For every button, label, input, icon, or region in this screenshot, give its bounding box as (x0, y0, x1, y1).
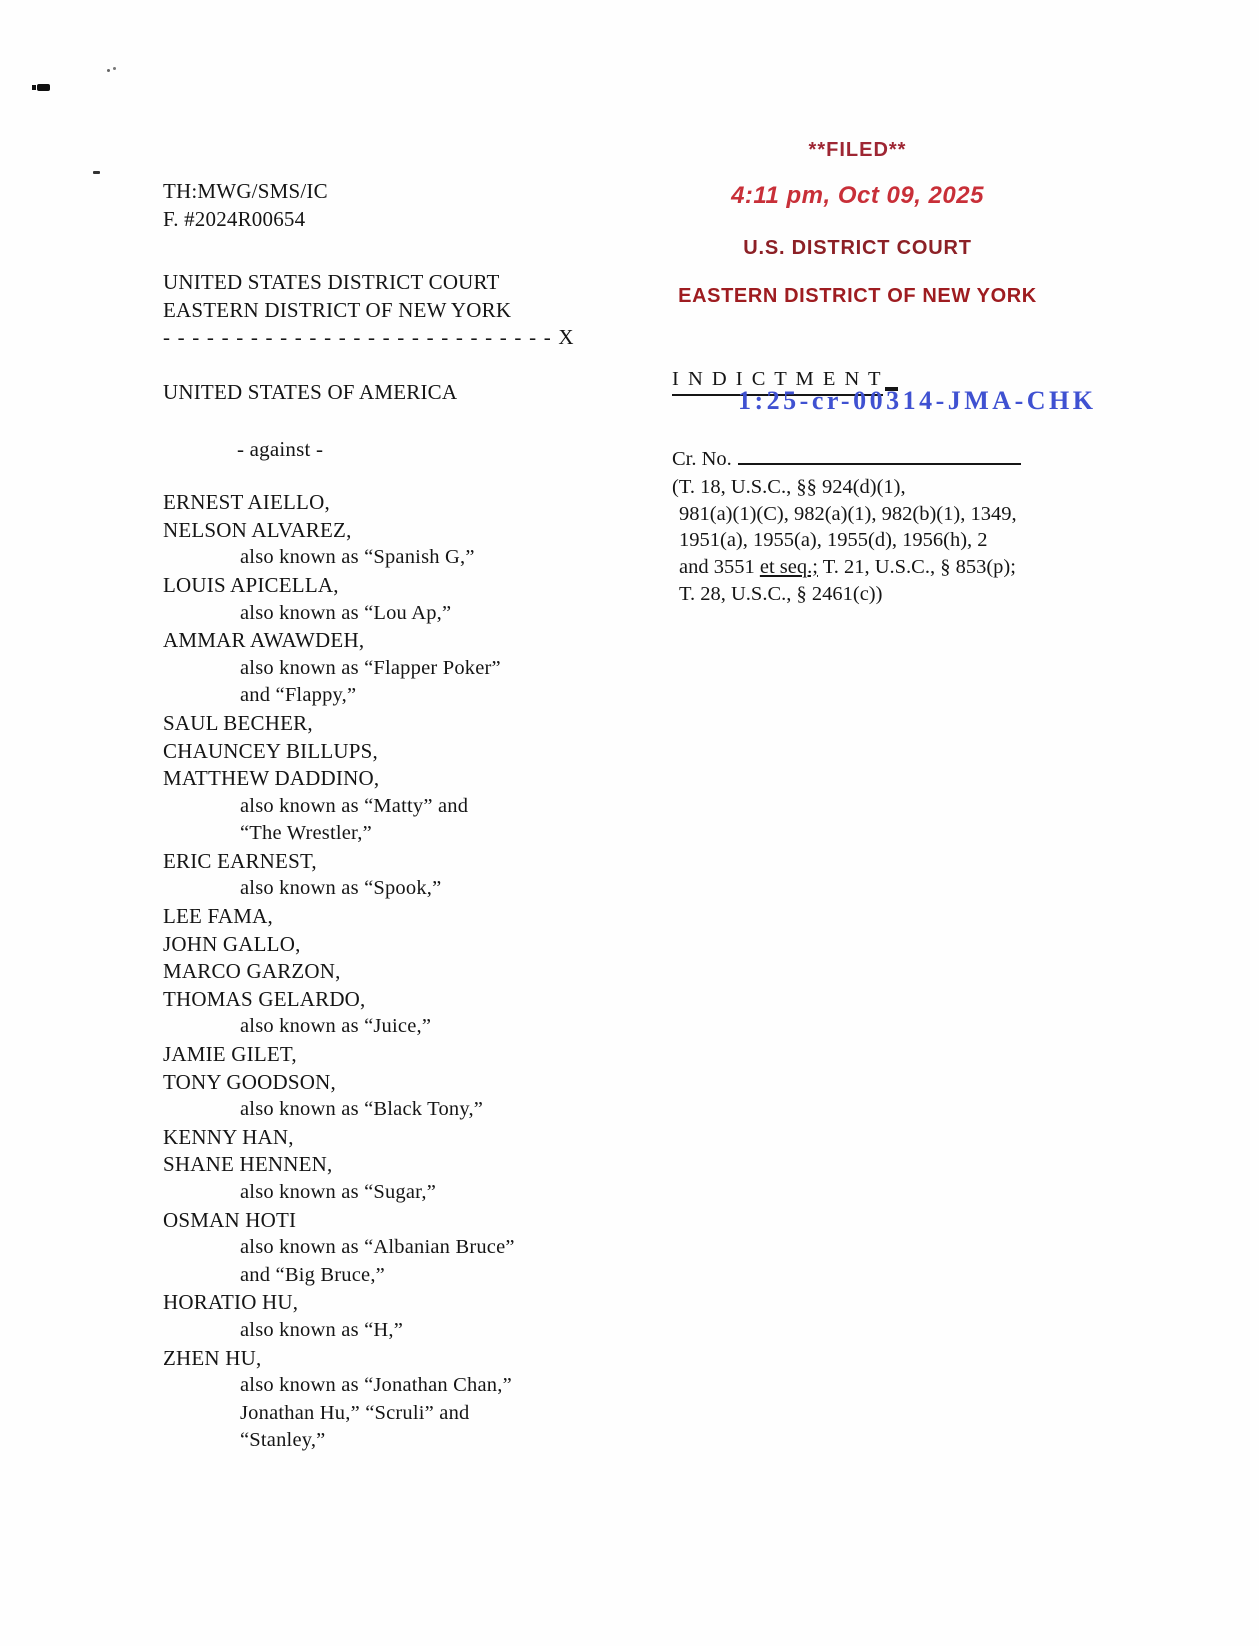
defendant-alias: also known as “Black Tony,” (240, 1098, 484, 1121)
filed-stamp (645, 139, 1070, 308)
caption-separator: - - - - - - - - - - - - - - - - - - - - - - - - - - - X (163, 325, 575, 350)
statute-line: 981(a)(1)(C), 982(a)(1), 982(b)(1), 1349, (679, 502, 1017, 525)
filed-stamp-district: EASTERN DISTRICT OF NEW YORK (678, 285, 1037, 307)
cr-no-label: Cr. No. (672, 447, 732, 470)
scan-artifact (37, 84, 50, 91)
defendant-name: THOMAS GELARDO, (163, 986, 366, 1011)
defendant-alias: “The Wrestler,” (240, 822, 372, 845)
filed-stamp-header: **FILED** (808, 139, 907, 161)
defendant-name: OSMAN HOTI (163, 1207, 297, 1232)
defendant-name: NELSON ALVAREZ, (163, 517, 352, 542)
defendant-alias: “Stanley,” (240, 1429, 326, 1452)
defendant-alias: also known as “Flapper Poker” (240, 656, 501, 679)
caption-column (163, 178, 633, 1455)
file-number-line: F. #2024R00654 (163, 206, 306, 231)
statute-line: T. 28, U.S.C., § 2461(c)) (679, 582, 883, 605)
defendant-alias: and “Big Bruce,” (240, 1263, 385, 1286)
defendant-name: ERNEST AIELLO, (163, 490, 330, 515)
defendant-name: MARCO GARZON, (163, 959, 341, 984)
defendant-name: SAUL BECHER, (163, 710, 313, 735)
against-label: - against - (237, 436, 324, 461)
court-name-line2: EASTERN DISTRICT OF NEW YORK (163, 297, 512, 322)
indictment-title: I N D I C T M E N T (672, 366, 883, 396)
defendant-alias: also known as “Matty” and (240, 794, 469, 817)
defendant-alias: and “Flappy,” (240, 684, 357, 707)
indictment-block (672, 366, 1172, 607)
scan-artifact (93, 171, 100, 174)
defendant-name: ZHEN HU, (163, 1345, 262, 1370)
statute-line: (T. 18, U.S.C., §§ 924(d)(1), (672, 476, 906, 499)
filed-stamp-datetime: 4:11 pm, Oct 09, 2025 (731, 182, 984, 209)
defendant-alias: also known as “Sugar,” (240, 1181, 437, 1203)
defendant-list (163, 489, 633, 1455)
defendant-alias: also known as “Spook,” (240, 877, 442, 900)
defendant-name: KENNY HAN, (163, 1124, 294, 1149)
defendant-name: MATTHEW DADDINO, (163, 766, 380, 791)
defendant-name: ERIC EARNEST, (163, 848, 317, 873)
plaintiff-name: UNITED STATES OF AMERICA (163, 379, 458, 404)
scan-artifact (107, 69, 110, 72)
defendant-alias: also known as “Jonathan Chan,” (240, 1374, 512, 1397)
defendant-alias: also known as “Albanian Bruce” (240, 1236, 515, 1259)
court-name-line1: UNITED STATES DISTRICT COURT (163, 270, 500, 295)
case-number-stamp: 1:25-cr-00314-JMA-CHK (738, 386, 1097, 415)
defendant-name: CHAUNCEY BILLUPS, (163, 738, 378, 763)
statute-line: and 3551 et seq.; T. 21, U.S.C., § 853(p); (679, 555, 1016, 578)
defendant-name: LOUIS APICELLA, (163, 572, 339, 597)
defendant-name: TONY GOODSON, (163, 1069, 336, 1094)
defendant-alias: Jonathan Hu,” “Scruli” and (240, 1401, 470, 1424)
defendant-name: JOHN GALLO, (163, 931, 301, 956)
defendant-name: HORATIO HU, (163, 1290, 299, 1315)
defendant-name: AMMAR AWAWDEH, (163, 628, 365, 653)
defendant-name: JAMIE GILET, (163, 1042, 297, 1067)
defendant-name: SHANE HENNEN, (163, 1152, 333, 1177)
filed-stamp-court: U.S. DISTRICT COURT (743, 237, 972, 259)
defendant-name: LEE FAMA, (163, 904, 273, 929)
statute-citations (672, 474, 1172, 607)
defendant-alias: also known as “Lou Ap,” (240, 601, 452, 624)
defendant-alias: also known as “Juice,” (240, 1015, 432, 1038)
statute-line: 1951(a), 1955(a), 1955(d), 1956(h), 2 (679, 529, 988, 552)
cr-no-underline (738, 445, 1021, 465)
typist-file-line: TH:MWG/SMS/IC (163, 179, 328, 203)
defendant-alias: also known as “Spanish G,” (240, 546, 475, 569)
defendant-alias: also known as “H,” (240, 1318, 404, 1341)
